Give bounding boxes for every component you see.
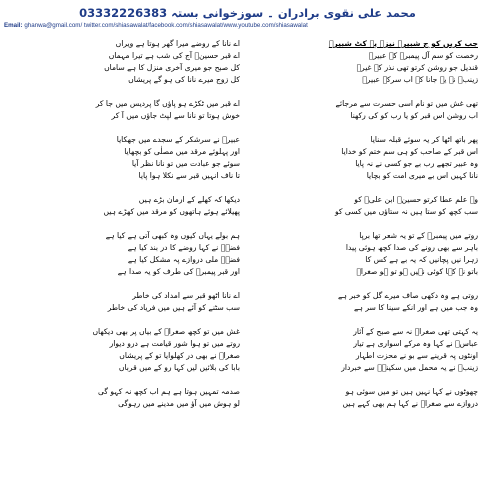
poem-line: یہ کہتی تھی صغراؑ نہ سے صبح کے آثار	[353, 327, 478, 336]
poem-line: اونٹوں پہ قرینے سے بو نے محزت اطہار	[355, 351, 478, 360]
poem-line: عباسؑ نے کہا وہ مرکے اسواری ہے تیار	[353, 339, 478, 348]
poem-line: سوئے جو عبادت میں تو نانا نظر آیا	[131, 159, 240, 168]
poem-stanza	[268, 98, 478, 122]
poem-line: پھیلائے ہوئے ہاتھوں کو مرقد میں کھڑے ہیں	[103, 207, 240, 216]
poem-stanza	[268, 290, 478, 314]
poem-stanza	[268, 230, 478, 278]
poem-line: تھی غش میں تو نام اسی حسرت سے مرجائے	[335, 99, 478, 108]
poem-line: فضہؑ ملی دروازے پہ مشکل کیا ہے	[127, 255, 240, 264]
email-text: ghanwa@gmail.com/ twitter.com/shiasawalat/facebook.com/shiasawalat/www.youtube.com/shiasawalat	[24, 22, 308, 29]
poem-line: روتے میں پیمبرؑ کے تو یہ شعر تھا برپا	[359, 231, 478, 240]
left-column	[30, 38, 240, 410]
poem-stanza	[268, 194, 478, 218]
poem-line: نانا کہیں اس بے میری امت کو بچایا	[366, 171, 478, 180]
poem-line: زینبؑ نے یہ جانا کے اب سرکے عبیرؑ	[362, 75, 478, 84]
poem-stanza	[30, 386, 240, 410]
poem-line: غش میں تو کچھ صغراؑ کے بیاں پر بھی دیکھاں	[92, 327, 240, 336]
poem-line: سب کچھ کو ستا ہیں نہ ستاؤں میں کسی کو	[334, 207, 478, 216]
poem-line: دیکھا کہ کھلے کے ارمان بڑے ہیں	[138, 195, 240, 204]
poem-line: روتی ہے وہ دکھی صاف میرے گل کو خبر ہے	[338, 291, 478, 300]
poem-stanza	[30, 98, 240, 122]
poem-line: وہ عبیر تجھے رب بے جو کسی نے نہ پایا	[355, 159, 478, 168]
poem-line: کل صبح جو میری آخری منزل کا ہے ساماں	[104, 63, 240, 72]
poem-line: اے قبر میں ٹکڑے ہو پاؤں گا پردیس میں جا کر	[95, 99, 240, 108]
poem-line: سب سٹنے کو آئے ہیں میں فریاد کی خاطر	[107, 303, 240, 312]
poem-line: اے نانا کے روضے میرا گھر ہوتا ہے ویراں	[115, 39, 240, 48]
poem-stanza	[268, 38, 478, 86]
poem-line: اب روشن اس قبر کو یا رب کو کی رکھنا	[350, 111, 478, 120]
poem-line: خوش ہوتا تو نانا سے لپٹ جاؤں میں آ کر	[111, 111, 240, 120]
email-label: Email:	[4, 22, 23, 29]
header-phone: 03332226383	[79, 6, 168, 20]
poem-line: کل زوج میرے نانا کی ہو گے پریشاں	[128, 75, 240, 84]
poem-stanza	[30, 134, 240, 182]
poem-line: وہ علم عطا کرتو حسینؑ ابن علیؑ کو	[354, 195, 478, 204]
poem-line: رخصت کو سم آل پیمبرؑ کے عبیرؑ	[368, 51, 478, 60]
poem-line: باہر سے بھی رونے کی صدا کچھ ہوئی پیدا	[345, 243, 478, 252]
poem-line: اس قبر کے صاحب کو ہی سم ختم کو خدایا	[341, 147, 478, 156]
poem-stanza	[30, 326, 240, 374]
poem-line: باتو نے کہا کوئی نہیں ہو تو ہو صغراؑ	[356, 267, 478, 276]
poem-line: اور قبر پیمبرؑ کی طرف کو یہ صدا ہے	[117, 267, 240, 276]
poem-line: ہم بولے یہاں کیوں وہ کبھی آتی ہے کیا ہے	[105, 231, 240, 240]
poem-stanza	[30, 230, 240, 278]
poem-stanza	[30, 38, 240, 86]
poem-heading-line: جب کریں کو ج شبیرؑ نیزے پہ کٹ شبیرؑ	[328, 39, 478, 48]
poem-line: دروازے سے صغراؑ نے کہا ہم بھی کہے ہیں	[342, 399, 478, 408]
poem-line: چھوٹوں نے کہا نہیں ہیں تو میں سوئی ہو	[345, 387, 478, 396]
poem-line: صغراؑ نے بھی در کھلوایا تو کے پریشاں	[119, 351, 240, 360]
poem-line: لو ہوش میں آؤ میں مدینے میں رہوگی	[118, 399, 240, 408]
poem-line: صدمہ تمہیں ہوتا ہے ہم اب کچھ نہ کہو گی	[98, 387, 240, 396]
email-line	[4, 22, 491, 31]
poem-stanza	[268, 386, 478, 410]
poem-stanza	[30, 290, 240, 314]
poem-line: قندیل جو روشن کرتو تھی نذر کے غیرؑ	[356, 63, 478, 72]
right-column	[268, 38, 478, 410]
poem-line: اور پہلوئے مرقد میں مصلٰی کو بچھایا	[124, 147, 240, 156]
poem-line: زہرا نیں پچانیں کہ یہ بے ہے کس کا	[365, 255, 478, 264]
poem-line: زینبؑ نے یہ محمل میں سکینہؑ سے خبردار	[341, 363, 478, 372]
poem-line: فضہؑ نے کہا روضے کا در بند کیا ہے	[127, 243, 240, 252]
poem-stanza	[268, 134, 478, 182]
poem-stanza	[268, 326, 478, 374]
poem-line: تا ناف انہیں قبر سے نکلا ہوا پایا	[138, 171, 240, 180]
poem-line: وہ جب میں ہے اور انکے سینا کا سر ہے	[354, 303, 478, 312]
poem-line: اے نانا اٹھو قبر سے امداد کی خاطر	[132, 291, 240, 300]
poem-line: بابا کی بلائیں لیں کہا رو کے میں قرباں	[118, 363, 240, 372]
poem-line: عبیرؑ نے سرشکر کے سجدے میں جھکایا	[116, 135, 240, 144]
poem-line: روتے میں تو ہوا شور قیامت ہے درو دیوار	[109, 339, 240, 348]
poem-stanza	[30, 194, 240, 218]
poem-line: اے قبر حسینؑ آج کی شب ہے تیرا مہماں	[108, 51, 240, 60]
header-title: محمد علی نقوی برادران ۔ سوزخوانی بستہ	[171, 6, 416, 20]
poem-line: پھر باتھ اٹھا کر یہ سوئے قبلہ سنایا	[370, 135, 478, 144]
